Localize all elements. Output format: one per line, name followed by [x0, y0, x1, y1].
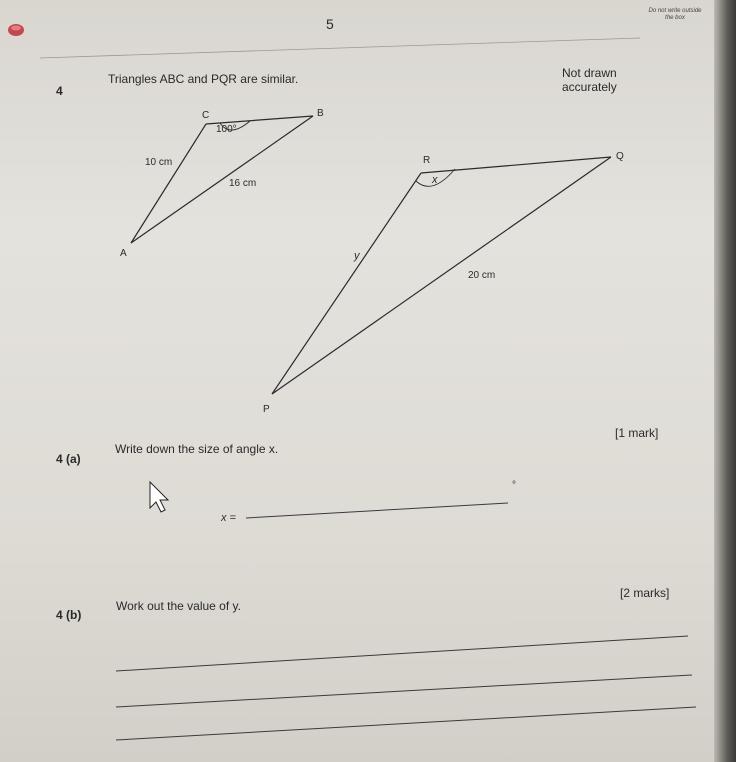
part-b-text: Work out the value of y. — [116, 599, 241, 613]
triangle-pqr — [272, 157, 611, 394]
part-a-label: 4 (a) — [56, 452, 81, 466]
answer-line-b-3 — [116, 707, 696, 740]
side-ab-label: 16 cm — [229, 178, 257, 189]
header-rule — [40, 38, 640, 58]
vertex-b-label: B — [317, 108, 324, 119]
vertex-p-label: P — [263, 404, 270, 415]
question-stem: Triangles ABC and PQR are similar. — [108, 72, 299, 86]
vertex-r-label: R — [423, 155, 431, 166]
part-a-answer-prefix: x = — [221, 512, 236, 524]
angle-c-label: 100° — [216, 124, 237, 135]
margin-note: Do not write outside the box — [648, 8, 702, 21]
part-b-marks: [2 marks] — [620, 586, 670, 600]
answer-line-b-1 — [116, 636, 688, 671]
part-a-marks: [1 mark] — [615, 426, 659, 440]
part-b-label: 4 (b) — [56, 608, 82, 622]
side-pr-label: y — [354, 250, 360, 262]
question-number: 4 — [56, 84, 63, 98]
angle-r-label: x — [432, 174, 438, 186]
not-drawn-line-1: Not drawn — [562, 66, 617, 80]
side-ac-label: 10 cm — [145, 157, 173, 168]
not-drawn-line-2: accurately — [562, 80, 617, 94]
triangle-abc — [131, 116, 313, 243]
vertex-q-label: Q — [616, 151, 624, 162]
part-a-unit: ° — [512, 480, 516, 491]
side-pq-label: 20 cm — [468, 270, 496, 281]
answer-line-a — [246, 503, 508, 518]
pin-icon — [8, 24, 24, 36]
vertex-c-label: C — [202, 110, 210, 121]
answer-line-b-2 — [116, 675, 692, 707]
vertex-a-label: A — [120, 248, 127, 259]
mouse-cursor-icon — [150, 482, 168, 512]
page-number: 5 — [326, 16, 334, 32]
part-a-text: Write down the size of angle x. — [115, 442, 279, 456]
